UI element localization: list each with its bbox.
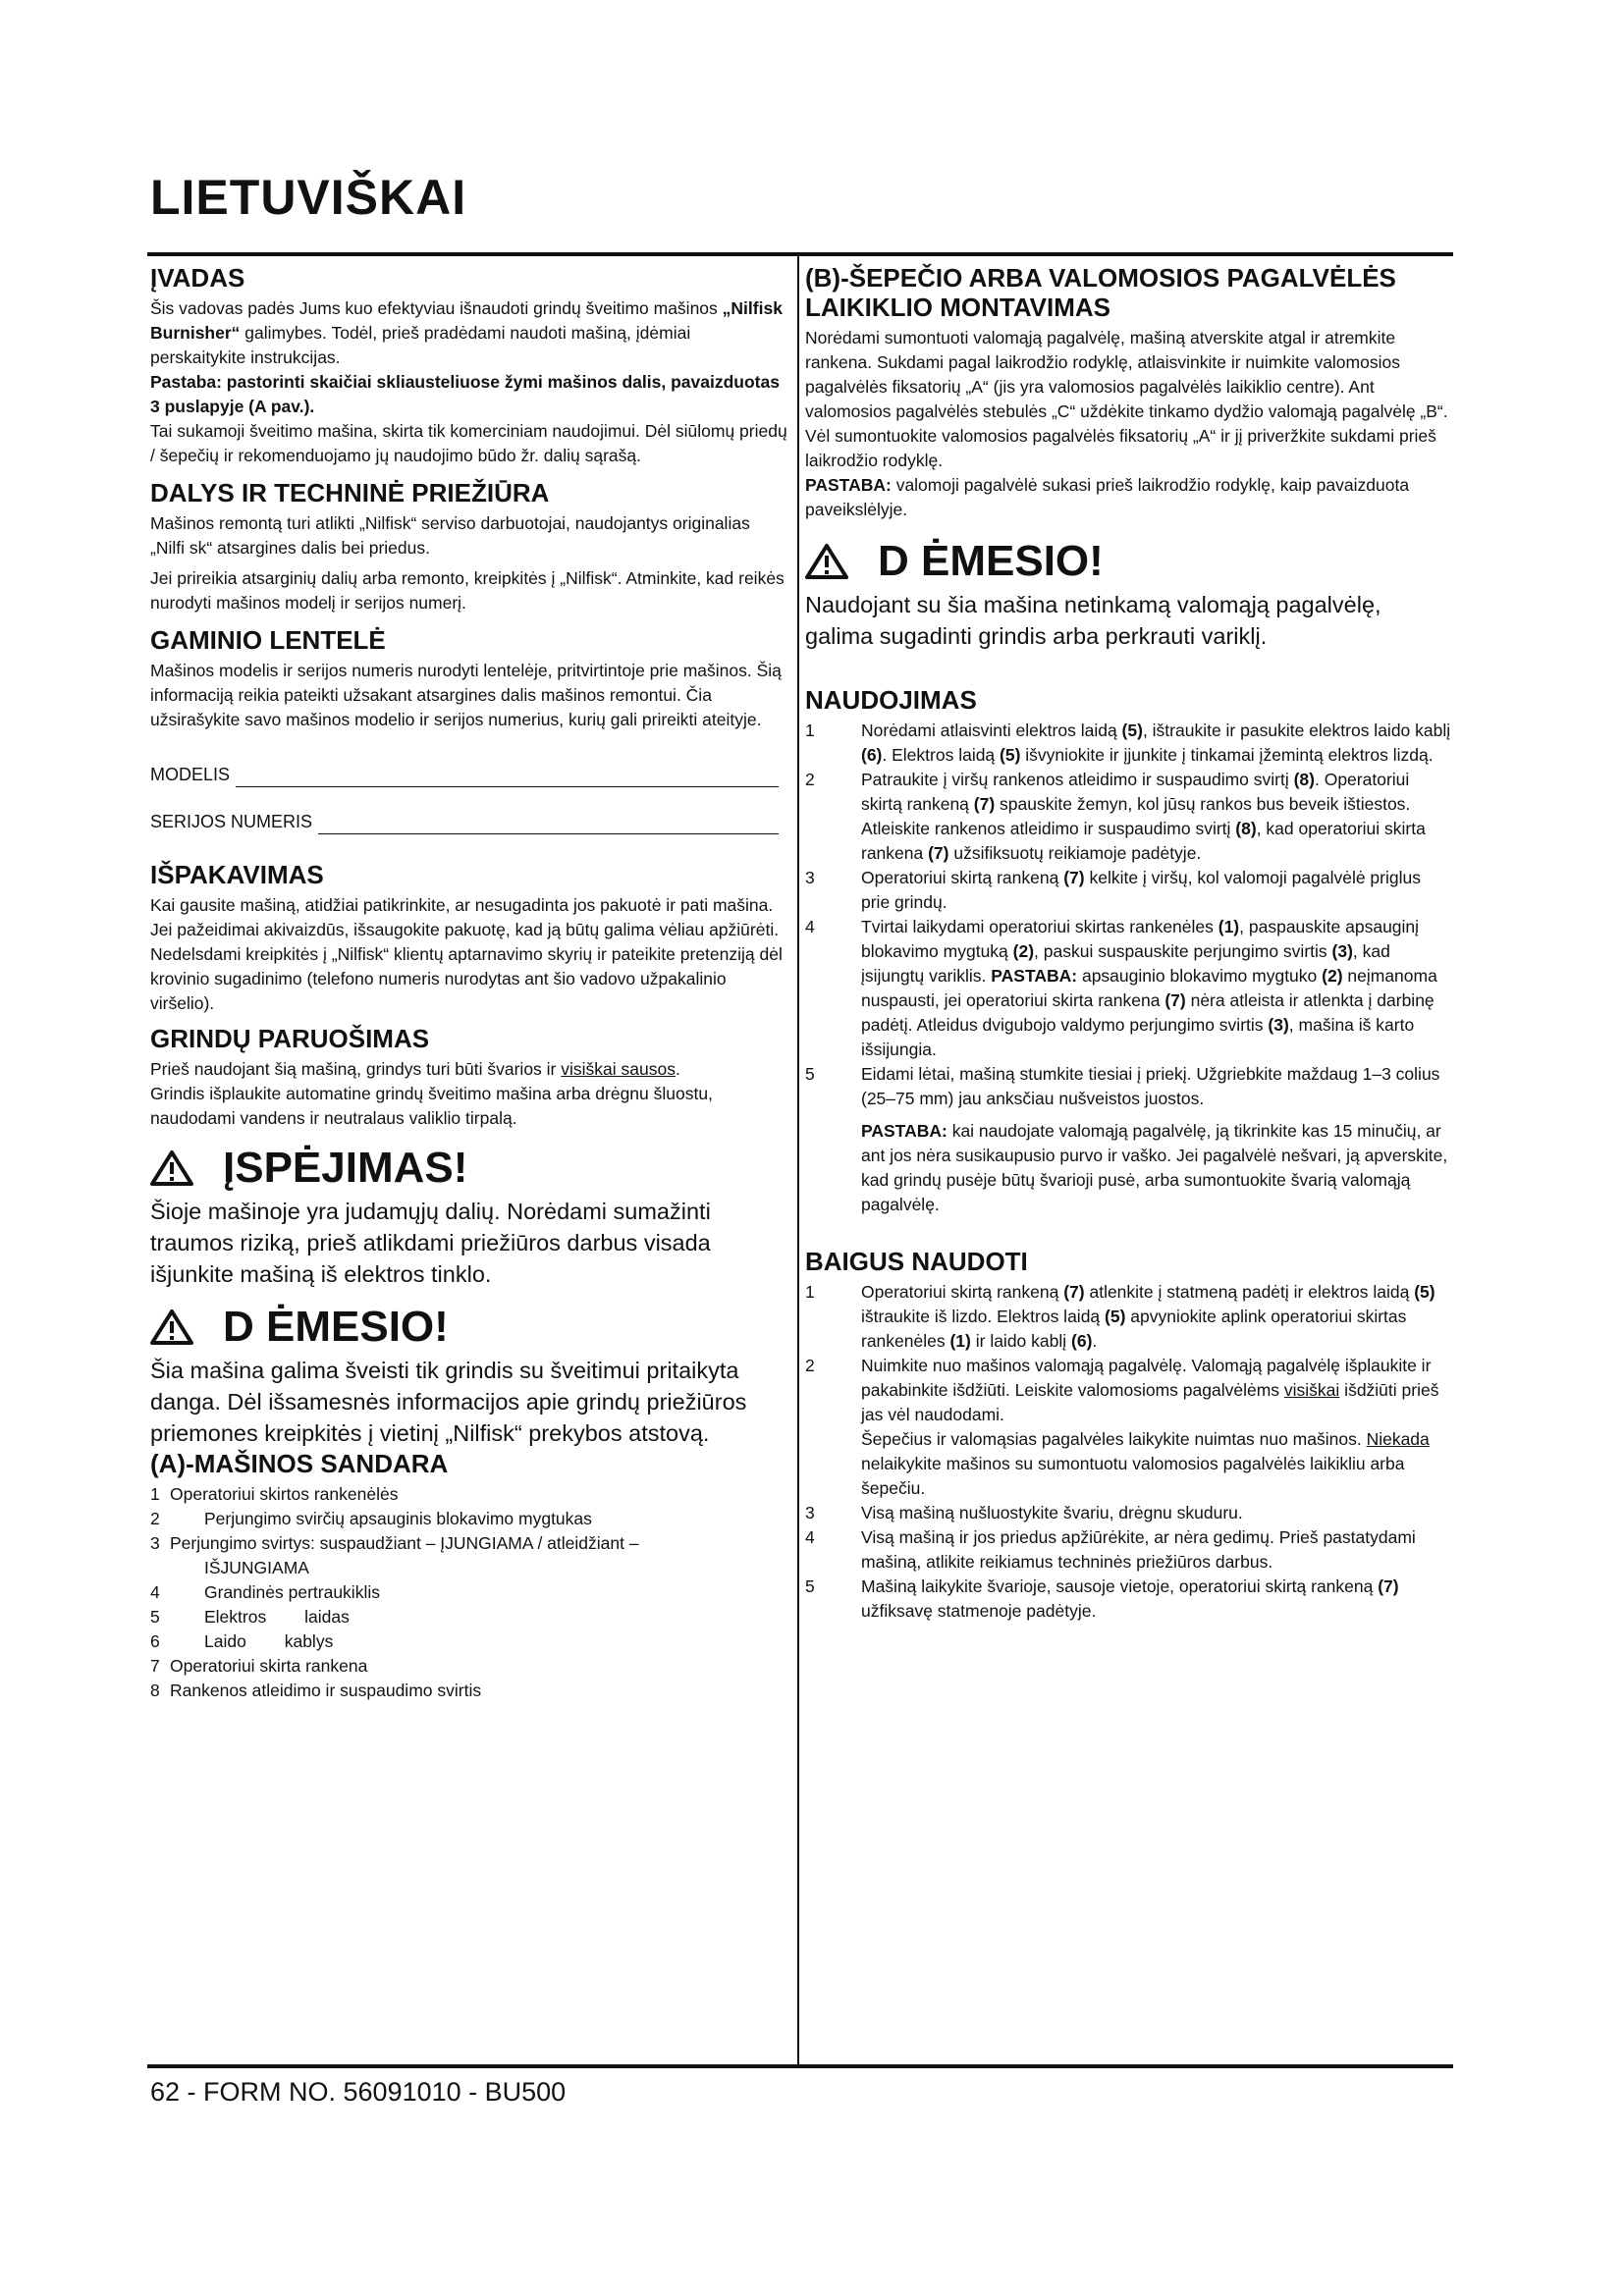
step-text: Eidami lėtai, mašiną stumkite tiesiai į priekį. Užgriebkite maždaug 1–3 colius (25–75 mm) jau anksčiau nušveistos juostos. bbox=[861, 1064, 1440, 1108]
part-item bbox=[150, 1531, 788, 1556]
text: Šepečius ir valomąsias pagalvėles laikykite nuimtas nuo mašinos. bbox=[861, 1429, 1367, 1449]
part-label: Grandinės pertraukiklis bbox=[204, 1582, 380, 1602]
parts-list bbox=[150, 1482, 788, 1703]
underlined-text: visiškai sausos bbox=[561, 1059, 676, 1079]
montavimas-paragraph: Norėdami sumontuoti valomąją pagalvėlę, mašiną atverskite atgal ir atremkite rankena. Sukdami pagal laikrodžio rodyklę, atlaisvinkite ir nuimkite valomosios pagalvėlės fiksatorių „A“ (jis yra valomosios pagalvėlės laikiklio centre). Ant valomosios pagalvėlės stebulės „C“ uždėkite tinkamo dydžio valomąją pagalvėlę „B“. Vėl sumontuokite valomosios pagalvėlės fiksatorių „A“ ir jį priveržkite sukdami prieš laikrodžio rodyklę. bbox=[805, 328, 1448, 470]
heading-baigus: BAIGUS NAUDOTI bbox=[805, 1247, 1028, 1276]
part-number: 7 bbox=[150, 1656, 160, 1676]
ivadas-note: Pastaba: pastorinti skaičiai skliausteliuose žymi mašinos dalis, pavaizduotas 3 puslapyje (A pav.). bbox=[150, 372, 780, 416]
model-line bbox=[236, 769, 779, 787]
note-label: PASTABA: bbox=[805, 475, 892, 495]
section-dalys bbox=[150, 478, 788, 615]
text: kelkite į viršų, kol valomoji pagalvėlė priglus prie grindų. bbox=[861, 868, 1421, 912]
part-label: Elektros laidas bbox=[204, 1607, 350, 1627]
text: , kad operatoriui skirta rankena bbox=[861, 819, 1426, 863]
text: . bbox=[675, 1059, 680, 1079]
step-text: Visą mašiną nušluostykite švariu, drėgnu skuduru. bbox=[861, 1503, 1243, 1522]
step-number: 1 bbox=[805, 721, 815, 740]
right-column bbox=[805, 263, 1453, 1624]
ref: (7) bbox=[1063, 1282, 1085, 1302]
after-step bbox=[805, 1501, 1453, 1525]
brand-name: „Nilfisk Burnisher“ bbox=[150, 298, 783, 343]
serial-line bbox=[318, 816, 779, 834]
step-text bbox=[861, 915, 1453, 1062]
ref: (3) bbox=[1331, 941, 1353, 961]
step-number: 4 bbox=[805, 1527, 815, 1547]
warning-triangle-icon bbox=[150, 1308, 193, 1346]
ref: (5) bbox=[1000, 745, 1021, 765]
part-item bbox=[150, 1482, 788, 1507]
step-text bbox=[861, 719, 1453, 768]
part-item bbox=[150, 1654, 788, 1679]
ivadas-paragraph-3: Tai sukamoji šveitimo mašina, skirta tik komerciniam naudojimui. Dėl siūlomų priedų / šepečių ir rekomenduojamo jų naudojimo būdo žr. dalių sąrašą. bbox=[150, 421, 787, 465]
section-baigus bbox=[805, 1247, 1453, 1624]
caution-title bbox=[150, 1302, 788, 1353]
section-ivadas bbox=[150, 263, 788, 468]
text: . bbox=[1092, 1331, 1098, 1351]
page-title: LIETUVIŠKAI bbox=[150, 170, 467, 225]
ref: (2) bbox=[1012, 941, 1035, 961]
dalys-paragraph-2: Jei prireikia atsarginių dalių arba remonto, kreipkitės į „Nilfisk“. Atminkite, kad reikės nurodyti mašinos modelį ir serijos numerį. bbox=[150, 568, 785, 613]
after-step bbox=[805, 1575, 1453, 1624]
ref: (7) bbox=[973, 794, 996, 814]
note-text bbox=[861, 1119, 1453, 1217]
text: Operatoriui skirtą rankeną bbox=[861, 868, 1064, 887]
part-number: 2 bbox=[150, 1509, 160, 1528]
text: nelaikykite mašinos su sumontuotu valomosios pagalvėlės laikikliu arba šepečiu. bbox=[861, 1454, 1405, 1498]
dalys-paragraph-1: Mašinos remontą turi atlikti „Nilfisk“ serviso darbuotojai, naudojantys originalias „Nilfi sk“ atsargines dalis bei priedus. bbox=[150, 513, 750, 558]
ref: (8) bbox=[1235, 819, 1257, 838]
part-label: Rankenos atleidimo ir suspaudimo svirtis bbox=[170, 1681, 482, 1700]
part-number: 8 bbox=[150, 1681, 160, 1700]
model-label: MODELIS bbox=[150, 765, 231, 784]
gaminio-paragraph: Mašinos modelis ir serijos numeris nurodyti lentelėje, pritvirtintoje prie mašinos. Šią informaciją reikia pateikti užsakant atsargines dalis mašinos remontui. Čia užsirašykite savo mašinos modelio ir serijos numerius, kurių gali prireikti ateityje. bbox=[150, 661, 782, 729]
montavimas-note bbox=[805, 473, 1453, 522]
part-label: Operatoriui skirta rankena bbox=[170, 1656, 368, 1676]
caution-text: Naudojant su šia mašina netinkamą valomąją pagalvėlę, galima sugadinti grindis arba perkrauti variklį. bbox=[805, 592, 1381, 649]
part-number: 1 bbox=[150, 1484, 160, 1504]
part-label: Laido kablys bbox=[204, 1631, 334, 1651]
ref: (7) bbox=[1164, 990, 1186, 1010]
after-step bbox=[805, 1525, 1453, 1575]
usage-note bbox=[805, 1119, 1453, 1217]
part-label: IŠJUNGIAMA bbox=[204, 1558, 309, 1577]
ref: (8) bbox=[1293, 770, 1315, 789]
note-label: PASTABA: bbox=[861, 1121, 947, 1141]
left-column bbox=[150, 263, 788, 1703]
text: išdžiūti prieš jas vėl naudodami. bbox=[861, 1380, 1439, 1424]
ref: (6) bbox=[861, 745, 883, 765]
warning-title bbox=[150, 1143, 788, 1194]
step-number: 5 bbox=[805, 1576, 815, 1596]
text: apvyniokite aplink operatoriui skirtas rankenėles bbox=[861, 1307, 1407, 1351]
ref: (6) bbox=[1071, 1331, 1093, 1351]
part-number: 4 bbox=[150, 1582, 160, 1602]
warning-ispejimas bbox=[150, 1143, 788, 1290]
text: Operatoriui skirtą rankeną bbox=[861, 1282, 1064, 1302]
text: kai naudojate valomąją pagalvėlę, ją tikrinkite kas 15 minučių, ar ant jos nėra susikaupusio purvo ir vaško. Jei pagalvėlė nešvari, ją apverskite, kad grindų pusėje būtų švarioji pusė, arba sumontuokite švarią valomąją pagalvėlę. bbox=[861, 1121, 1448, 1214]
step-text bbox=[861, 1280, 1453, 1354]
text: ir laido kablį bbox=[970, 1331, 1072, 1351]
caution-title-text: D ĖMESIO! bbox=[878, 537, 1104, 585]
underlined-text: visiškai bbox=[1283, 1380, 1340, 1400]
caution-text: Šia mašina galima šveisti tik grindis su šveitimui pritaikyta danga. Dėl išsamesnės informacijos apie grindų priežiūros priemones kreipkitės į vietinį „Nilfisk“ prekybos atstovą. bbox=[150, 1358, 747, 1446]
text: , ištraukite ir pasukite elektros laido kablį bbox=[1142, 721, 1451, 740]
caution-demesio-right bbox=[805, 536, 1453, 652]
step-number: 1 bbox=[805, 1282, 815, 1302]
warning-title-text: ĮSPĖJIMAS! bbox=[223, 1144, 468, 1192]
step-number: 3 bbox=[805, 1503, 815, 1522]
step-text bbox=[861, 1575, 1453, 1624]
ref: (5) bbox=[1414, 1282, 1435, 1302]
note-label: PASTABA: bbox=[991, 966, 1078, 986]
part-item bbox=[150, 1629, 788, 1654]
caution-title-text: D ĖMESIO! bbox=[223, 1303, 449, 1351]
usage-step bbox=[805, 719, 1453, 768]
heading-montavimas-2: LAIKIKLIO MONTAVIMAS bbox=[805, 293, 1111, 322]
text: . Elektros laidą bbox=[882, 745, 1001, 765]
text: , paskui suspauskite perjungimo svirtis bbox=[1034, 941, 1332, 961]
model-field[interactable] bbox=[150, 762, 779, 787]
after-step bbox=[805, 1354, 1453, 1501]
step-number: 2 bbox=[805, 1356, 815, 1375]
ref: (7) bbox=[928, 843, 949, 863]
part-label: Perjungimo svirtys: suspaudžiant – ĮJUNGIAMA / atleidžiant – bbox=[170, 1533, 639, 1553]
step-text bbox=[861, 1354, 1453, 1501]
heading-dalys: DALYS IR TECHNINĖ PRIEŽIŪRA bbox=[150, 478, 550, 507]
text: neįmanoma nuspausti, jei operatoriui skirta rankena bbox=[861, 966, 1437, 1010]
bottom-rule bbox=[147, 2064, 1453, 2068]
part-label: Operatoriui skirtos rankenėlės bbox=[170, 1484, 399, 1504]
ref: (5) bbox=[1121, 721, 1143, 740]
text: ištraukite iš lizdo. Elektros laidą bbox=[861, 1307, 1106, 1326]
text: Patraukite į viršų rankenos atleidimo ir suspaudimo svirtį bbox=[861, 770, 1294, 789]
usage-step bbox=[805, 866, 1453, 915]
part-number: 3 bbox=[150, 1533, 160, 1553]
column-divider bbox=[797, 256, 799, 2064]
section-gaminio bbox=[150, 625, 788, 834]
text: Prieš naudojant šią mašiną, grindys turi būti švarios ir bbox=[150, 1059, 562, 1079]
text: galimybes. Todėl, prieš pradėdami naudoti mašiną, įdėmiai perskaitykite instrukcijas. bbox=[150, 323, 691, 367]
step-number: 2 bbox=[805, 770, 815, 789]
ref: (1) bbox=[1218, 917, 1240, 936]
section-sandara bbox=[150, 1449, 788, 1703]
text: Tvirtai laikydami operatoriui skirtas rankenėles bbox=[861, 917, 1218, 936]
ref: (7) bbox=[1378, 1576, 1399, 1596]
grindu-paragraph-1 bbox=[150, 1057, 788, 1082]
heading-grindu: GRINDŲ PARUOŠIMAS bbox=[150, 1024, 430, 1053]
ivadas-paragraph-1 bbox=[150, 296, 788, 370]
text: valomoji pagalvėlė sukasi prieš laikrodžio rodyklę, kaip pavaizduota paveikslėlyje. bbox=[805, 475, 1410, 519]
after-use-steps bbox=[805, 1280, 1453, 1624]
serial-label: SERIJOS NUMERIS bbox=[150, 812, 313, 831]
heading-sandara: (A)-MAŠINOS SANDARA bbox=[150, 1449, 449, 1478]
usage-step bbox=[805, 768, 1453, 866]
heading-ispakavimas: IŠPAKAVIMAS bbox=[150, 860, 324, 889]
part-item bbox=[150, 1580, 788, 1605]
section-ispakavimas bbox=[150, 860, 788, 1016]
page-footer: 62 - FORM NO. 56091010 - BU500 bbox=[150, 2077, 567, 2107]
ref: (7) bbox=[1063, 868, 1085, 887]
text: Norėdami atlaisvinti elektros laidą bbox=[861, 721, 1122, 740]
section-grindu bbox=[150, 1024, 788, 1131]
text: , mašina iš karto išsijungia. bbox=[861, 1015, 1415, 1059]
text: , paspauskite apsauginį blokavimo mygtuką bbox=[861, 917, 1420, 961]
step-text: Visą mašiną ir jos priedus apžiūrėkite, ar nėra gedimų. Prieš pastatydami mašiną, atlikite reikiamus techninės priežiūros darbus. bbox=[861, 1527, 1416, 1572]
ref: (3) bbox=[1268, 1015, 1289, 1035]
step-text bbox=[861, 768, 1453, 866]
ref: (1) bbox=[949, 1331, 971, 1351]
text: Nuimkite nuo mašinos valomąją pagalvėlę. Valomąją pagalvėlę išplaukite ir pakabinkite išdžiūti. Leiskite valomosioms pagalvėlėms bbox=[861, 1356, 1432, 1400]
part-label: Perjungimo svirčių apsauginis blokavimo mygtukas bbox=[204, 1509, 592, 1528]
step-number: 3 bbox=[805, 868, 815, 887]
ref: (5) bbox=[1105, 1307, 1126, 1326]
warning-triangle-icon bbox=[805, 543, 848, 580]
text: užsifiksuotų reikiamoje padėtyje. bbox=[948, 843, 1202, 863]
top-rule bbox=[147, 252, 1453, 256]
section-naudojimas bbox=[805, 685, 1453, 1217]
text: . Operatoriui skirtą rankeną bbox=[861, 770, 1410, 814]
after-step bbox=[805, 1280, 1453, 1354]
warning-triangle-icon bbox=[150, 1149, 193, 1187]
step-text bbox=[861, 866, 1453, 915]
text: Mašiną laikykite švarioje, sausoje vietoje, operatoriui skirtą rankeną bbox=[861, 1576, 1379, 1596]
part-item bbox=[150, 1605, 788, 1629]
text: , kad įsijungtų variklis. bbox=[861, 941, 1390, 986]
spacer bbox=[805, 1119, 861, 1217]
serial-field[interactable] bbox=[150, 809, 779, 834]
part-item bbox=[150, 1556, 788, 1580]
text: išvyniokite ir įjunkite į tinkamai įžemintą elektros lizdą. bbox=[1020, 745, 1434, 765]
grindu-paragraph-2: Grindis išplaukite automatine grindų šveitimo mašina arba drėgnu šluostu, naudodami vandens ir neutralaus valiklio tirpalą. bbox=[150, 1084, 713, 1128]
step-number: 4 bbox=[805, 917, 815, 936]
heading-gaminio: GAMINIO LENTELĖ bbox=[150, 625, 386, 655]
text: spauskite žemyn, kol jūsų rankos bus beveik ištiestos. Atleiskite rankenos atleidimo ir suspaudimo svirtį bbox=[861, 794, 1411, 838]
step-number: 5 bbox=[805, 1064, 815, 1084]
warning-text: Šioje mašinoje yra judamųjų dalių. Norėdami sumažinti traumos riziką, prieš atlikdami priežiūros darbus visada išjunkite mašiną iš elektros tinklo. bbox=[150, 1199, 711, 1287]
part-number: 5 bbox=[150, 1607, 160, 1627]
heading-montavimas-1: (B)-ŠEPEČIO ARBA VALOMOSIOS PAGALVĖLĖS bbox=[805, 263, 1396, 293]
underlined-text: Niekada bbox=[1366, 1429, 1430, 1449]
usage-step bbox=[805, 1062, 1453, 1111]
section-montavimas bbox=[805, 263, 1453, 522]
heading-ivadas: ĮVADAS bbox=[150, 263, 245, 293]
text: Šis vadovas padės Jums kuo efektyviau išnaudoti grindų šveitimo mašinos bbox=[150, 298, 723, 318]
part-item bbox=[150, 1507, 788, 1531]
text: užfiksavę statmenoje padėtyje. bbox=[861, 1601, 1097, 1621]
heading-naudojimas: NAUDOJIMAS bbox=[805, 685, 977, 715]
text: apsauginio blokavimo mygtuko bbox=[1077, 966, 1323, 986]
caution-demesio-left bbox=[150, 1302, 788, 1449]
usage-step bbox=[805, 915, 1453, 1062]
caution-title bbox=[805, 536, 1453, 587]
usage-steps bbox=[805, 719, 1453, 1217]
part-number: 6 bbox=[150, 1631, 160, 1651]
ispakavimas-paragraph: Kai gausite mašiną, atidžiai patikrinkite, ar nesugadinta jos pakuotė ir pati mašina. Jei pažeidimai akivaizdūs, išsaugokite pakuotę, kad ją būtų galima vėliau apžiūrėti. Nedelsdami kreipkitės į „Nilfisk“ klientų aptarnavimo skyrių ir pateikite pretenziją dėl krovinio sugadinimo (telefono numeris nurodytas ant šio vadovo užpakalinio viršelio). bbox=[150, 895, 783, 1013]
text: atlenkite į statmeną padėtį ir elektros laidą bbox=[1084, 1282, 1415, 1302]
part-item bbox=[150, 1679, 788, 1703]
text: nėra atleista ir atlenkta į darbinę padėtį. Atleidus dvigubojo valdymo perjungimo svirtis bbox=[861, 990, 1435, 1035]
ref: (2) bbox=[1322, 966, 1343, 986]
